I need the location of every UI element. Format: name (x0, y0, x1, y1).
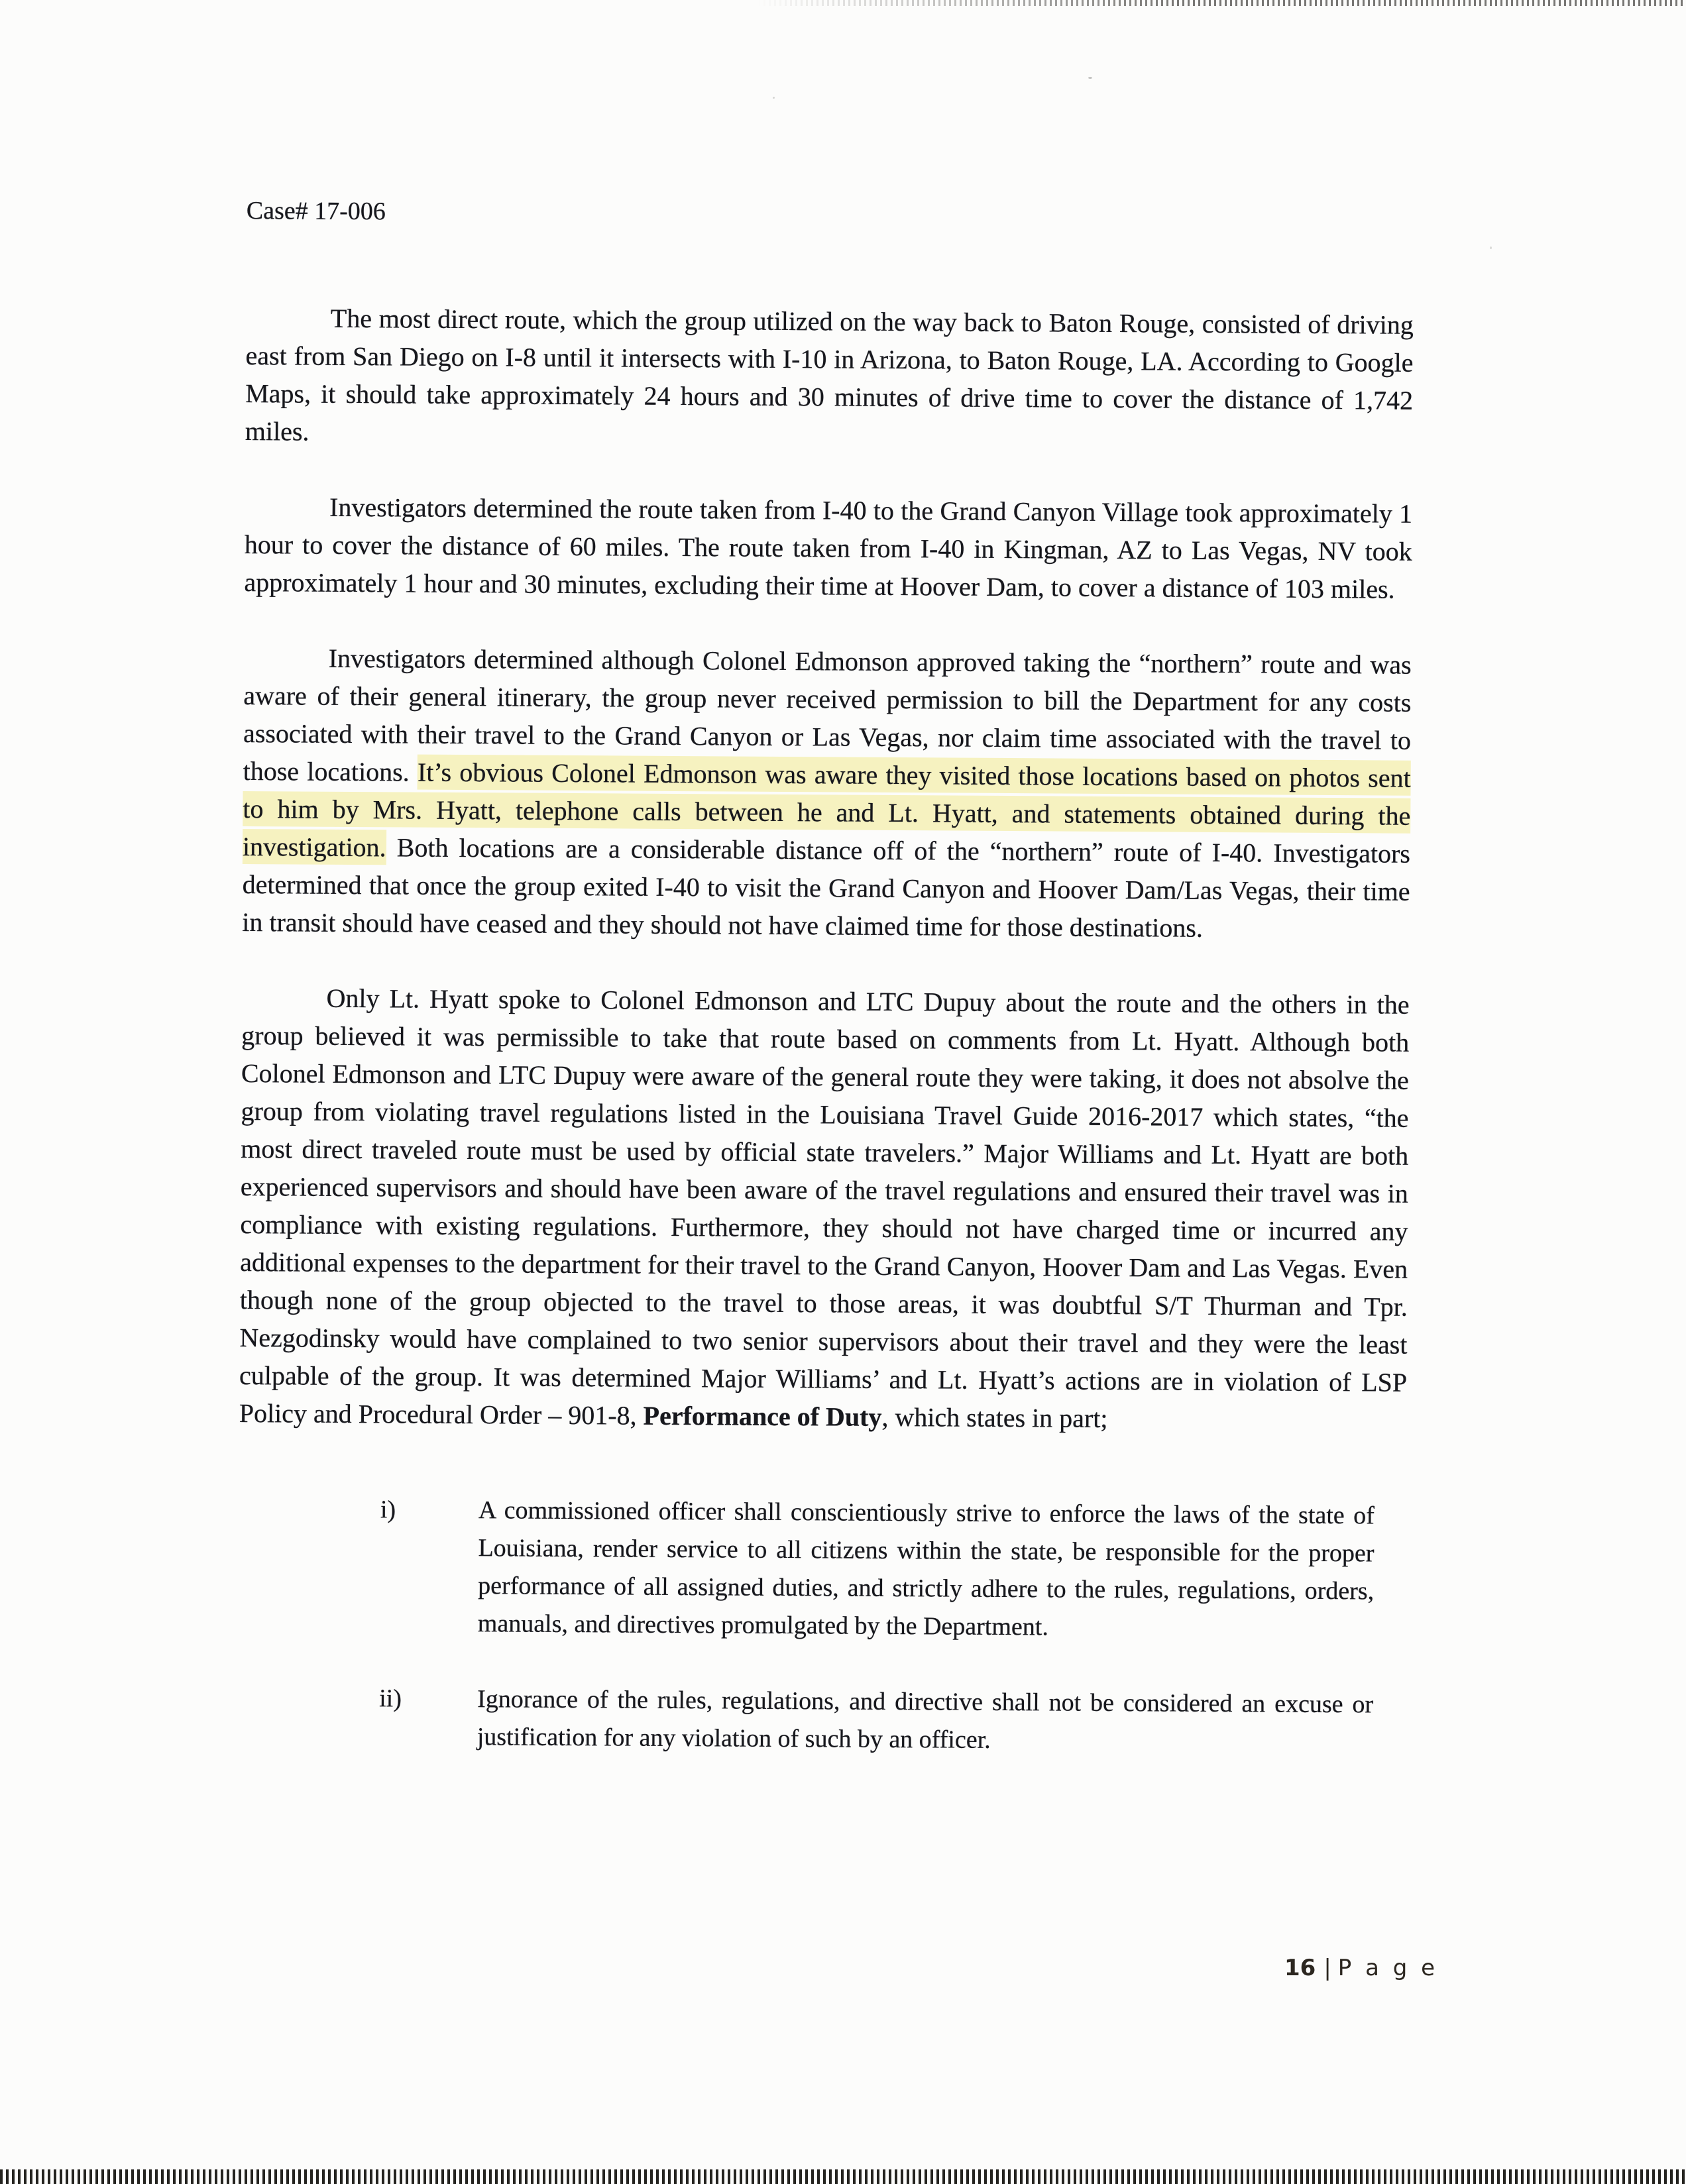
highlighted-sentence: It’s obvious Colonel Edmonson was aware they visited those locations based on photos sent to him by Mrs. Hyatt, telephone calls between he and Lt. Hyatt, and statements obtained during the investigation. (243, 755, 1411, 865)
paragraph-route-times: Investigators determined the route taken from I-40 to the Grand Canyon Village took approximately 1 hour to cover the distance of 60 miles. The route taken from I-40 in Kingman, AZ to Las Vegas, NV took approximately 1 hour and 30 minutes, excluding their time at Hoover Dam, to cover a distance of 103 miles. (244, 492, 1413, 604)
case-number-header: Case# 17-006 (246, 196, 386, 226)
scan-speck (1490, 246, 1492, 249)
paragraph-edmonson-approval (242, 639, 1412, 948)
paragraph-3-pre-text: Investigators determined although Colonel Edmonson approved taking the “northern” route and was aware of their general itinerary, the group never received permission to bill the Department for any costs associated with their travel to the Grand Canyon or Las Vegas, nor claim time associated with the travel to those locations. (243, 643, 1412, 787)
list-item-i (380, 1491, 1375, 1648)
page-number: 16 (1284, 1955, 1316, 1981)
policy-quote-list (379, 1491, 1375, 1761)
performance-of-duty-bold-text: Performance of Duty (643, 1400, 882, 1432)
list-item-ii-text: Ignorance of the rules, regulations, and directive shall not be considered an excuse or justification for any violation of such by an officer. (477, 1685, 1374, 1754)
footer-separator: | (1323, 1955, 1331, 1981)
footer-page-label: P a g e (1337, 1955, 1439, 1981)
scan-edge-bottom (0, 2169, 1686, 2184)
paragraph-violation-findings (239, 979, 1410, 1439)
list-item-i-text: A commissioned officer shall conscientiously strive to enforce the laws of the state of Louisiana, render service to all citizens within the state, be responsible for the proper performance of all assigned duties, and strictly adhere to the rules, regulations, orders, manuals, and directives promulgated by the Department. (477, 1496, 1375, 1641)
paragraph-4-pre-text: Only Lt. Hyatt spoke to Colonel Edmonson and LTC Dupuy about the route and the others in the group believed it was permissible to take that route based on comments from Lt. Hyatt. Although both Colonel Edmonson and LTC Dupuy were aware of the general route they were taking, it does not absolve the group from violating travel regulations listed in the Louisiana Travel Guide 2016-2017 which states, “the most direct traveled route must be used by official state travelers.” Major Williams and Lt. Hyatt are both experienced supervisors and should have been aware of the travel regulations and ensured their travel was in compliance with existing regulations. Furthermore, they should not have charged time or incurred any additional expenses to the department for their travel to the Grand Canyon, Hoover Dam and Las Vegas. Even though none of the group objected to the travel to those areas, it was doubtful S/T Thurman and Tpr. Nezgodinsky would have complained to two senior supervisors about their travel and they were the least culpable of the group. It was determined Major Williams’ and Lt. Hyatt’s actions are in violation of LSP Policy and Procedural Order – 901-8, (239, 983, 1410, 1431)
paragraph-4-post-text: , which states in part; (881, 1401, 1108, 1433)
list-item-i-marker: i) (380, 1496, 396, 1524)
page-footer (1284, 1955, 1438, 1981)
paragraph-direct-route: The most direct route, which the group utilized on the way back to Baton Rouge, consisted of driving east from San Diego on I-8 until it intersects with I-10 in Arizona, to Baton Rouge, LA. According to Google Maps, it should take approximately 24 hours and 30 minutes of drive time to cover the distance of 1,742 miles. (245, 303, 1414, 447)
document-body (237, 195, 1414, 1800)
scan-speck (773, 97, 775, 99)
paragraph-3-post-text: Both locations are a considerable distance off of the “northern” route of I-40. Investigators determined that once the group exited I-40 to visit the Grand Canyon and Hoover Dam/Las Vegas, their time in transit should have ceased and they should not have claimed time for those destinations. (242, 832, 1411, 943)
scan-speck (1088, 77, 1092, 79)
list-item-ii (379, 1680, 1374, 1761)
scan-edge-top (758, 0, 1686, 6)
list-item-ii-marker: ii) (379, 1684, 402, 1713)
